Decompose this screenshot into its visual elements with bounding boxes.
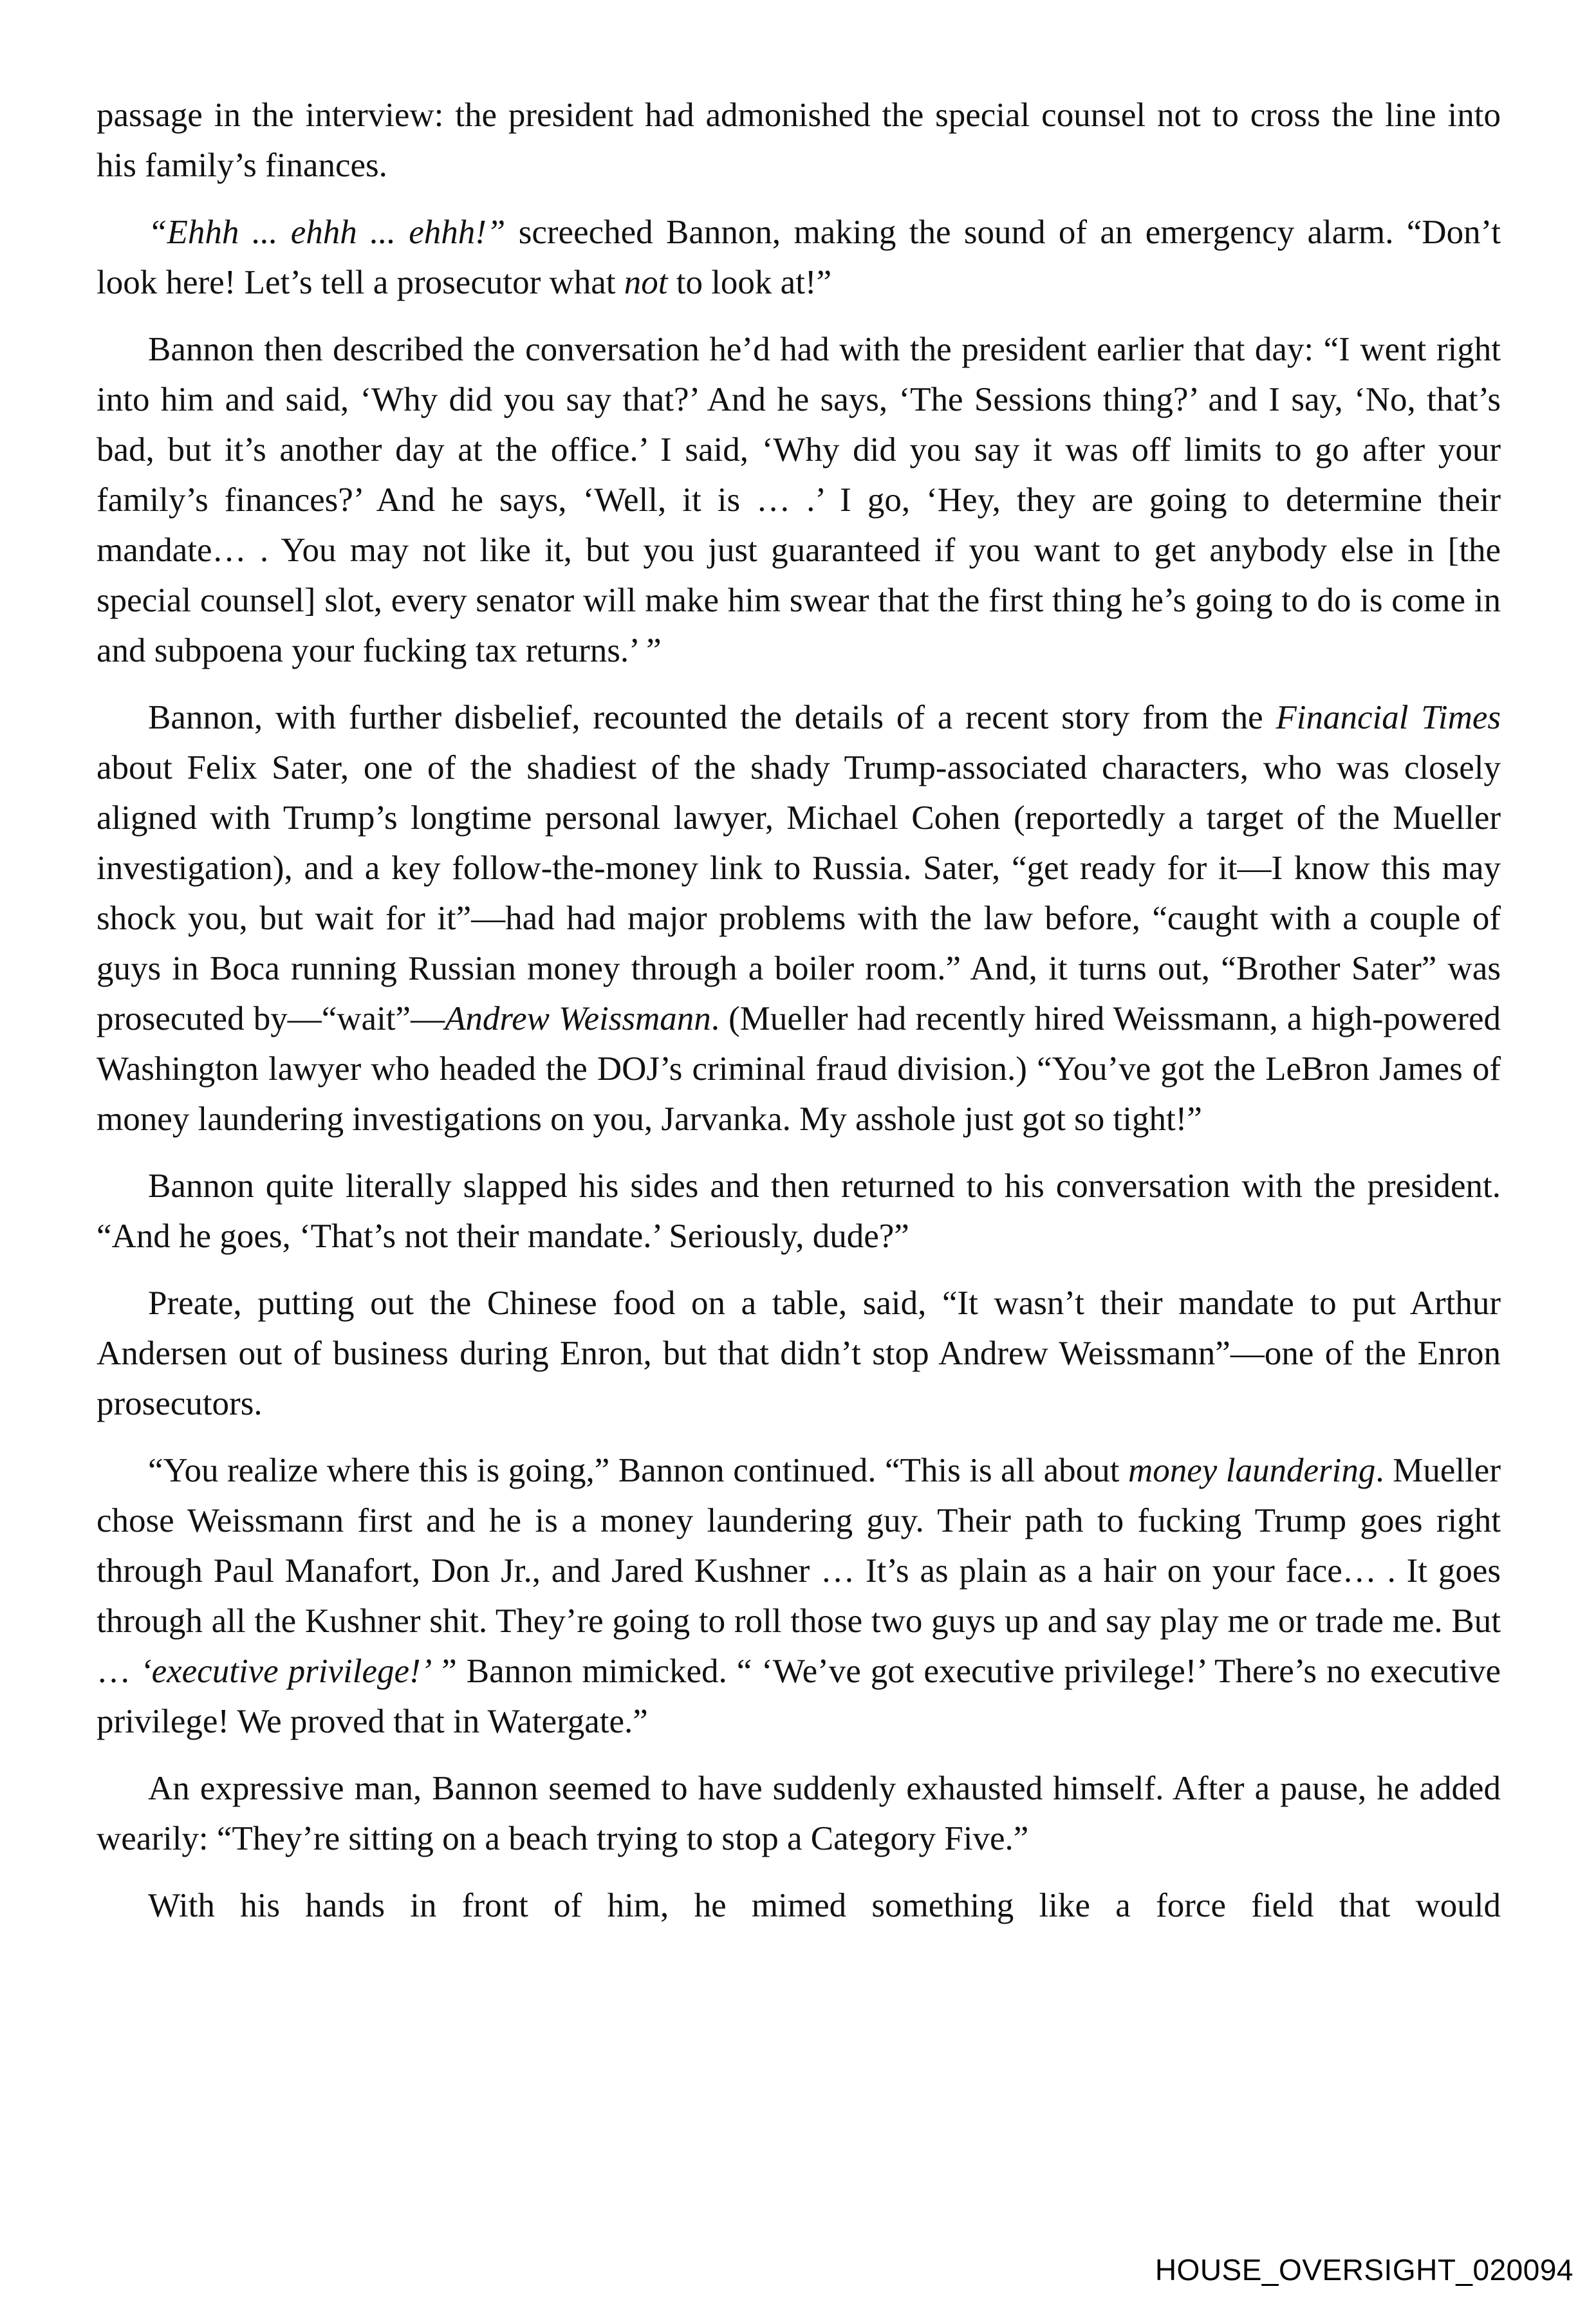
italic-run: money laundering (1127, 1452, 1376, 1489)
text-run: to look at!” (667, 264, 832, 301)
text-run: about Felix Sater, one of the shadiest of the shady Trump-associated characters, who was closely aligned with Trump’s longtime personal lawyer, Michael Cohen (reportedly a target of the Mueller investigation), and a key follow-the-money link to Russia. Sater, “get ready for it—I know this may shock you, but wait for it”—had had major problems with the law before, “caught with a couple of guys in Boca running Russian money through a boiler room.” And, it turns out, “Brother Sater” was prosecuted by—“wait”— (97, 749, 1501, 1037)
italic-run: not (624, 264, 668, 301)
paragraph (97, 1161, 1501, 1261)
paragraph (97, 1763, 1501, 1864)
text-run: ” Bannon mimicked. “ ‘We’ve got executive privilege!’ There’s no executive privilege! We proved that in Watergate.” (97, 1653, 1501, 1740)
paragraph (97, 90, 1501, 190)
italic-run: Andrew Weissmann (445, 1000, 711, 1037)
italic-run: Financial Times (1276, 699, 1501, 736)
text-run: passage in the interview: the president had admonished the special counsel not to cross the line into his family’s finances. (97, 97, 1501, 184)
paragraph (97, 324, 1501, 676)
text-run: An expressive man, Bannon seemed to have suddenly exhausted himself. After a pause, he added wearily: “They’re sitting on a beach trying to stop a Category Five.” (97, 1770, 1501, 1857)
italic-run: ‘executive privilege!’ (140, 1653, 432, 1690)
paragraph (97, 1445, 1501, 1747)
document-body (97, 90, 1501, 1947)
paragraph (97, 1880, 1501, 1931)
text-run: . Mueller chose Weissmann first and he is a money laundering guy. Their path to fucking Trump goes right through Paul Manafort, Don Jr., and Jared Kushner … It’s as plain as a hair on your face… . It goes through all the Kushner shit. They’re going to roll those two guys up and say play me or trade me. But … (97, 1452, 1501, 1690)
text-run: screeched Bannon, making the sound of an emergency alarm. “Don’t look here! Let’s tell a prosecutor what (97, 214, 1501, 301)
text-run: Bannon, with further disbelief, recounted the details of a recent story from the (148, 699, 1276, 736)
text-run: Bannon quite literally slapped his sides and then returned to his conversation with the president. “And he goes, ‘That’s not their mandate.’ Seriously, dude?” (97, 1167, 1501, 1255)
paragraph (97, 692, 1501, 1144)
italic-run: “Ehhh ... ehhh ... ehhh!” (148, 214, 506, 251)
paragraph (97, 207, 1501, 308)
bates-number: HOUSE_OVERSIGHT_020094 (1155, 2253, 1573, 2287)
text-run: . (Mueller had recently hired Weissmann, a high-powered Washington lawyer who headed the DOJ’s criminal fraud division.) “You’ve got the LeBron James of money laundering investigations on you, Jarvanka. My asshole just got so tight!” (97, 1000, 1501, 1138)
text-run: With his hands in front of him, he mimed something like a force field that would (148, 1887, 1501, 1924)
text-run: Preate, putting out the Chinese food on a table, said, “It wasn’t their mandate to put Arthur Andersen out of business during Enron, but that didn’t stop Andrew Weissmann”—one of the Enron prosecutors. (97, 1285, 1501, 1422)
text-run: “You realize where this is going,” Bannon continued. “This is all about (148, 1452, 1128, 1489)
paragraph (97, 1278, 1501, 1429)
text-run: Bannon then described the conversation he’d had with the president earlier that day: “I went right into him and said, ‘Why did you say that?’ And he says, ‘The Sessions thing?’ and I say, ‘No, that’s bad, but it’s another day at the office.’ I said, ‘Why did you say it was off limits to go after your family’s finances?’ And he says, ‘Well, it is … .’ I go, ‘Hey, they are going to determine their mandate… . You may not like it, but you just guaranteed if you want to get anybody else in [the special counsel] slot, every senator will make him swear that the first thing he’s going to do is come in and subpoena your fucking tax returns.’ ” (97, 331, 1501, 669)
